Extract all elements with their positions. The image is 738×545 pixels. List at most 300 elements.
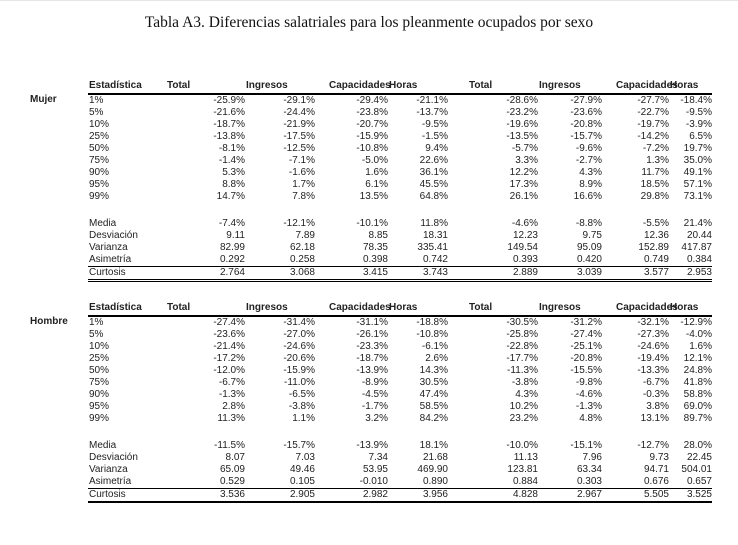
value-cell: 17.3% — [509, 179, 538, 190]
statistic-label: 25% — [89, 131, 110, 142]
value-cell: -23.8% — [356, 107, 388, 118]
value-cell: 0.529 — [219, 476, 245, 487]
value-cell: -12.9% — [680, 317, 712, 328]
value-cell: -12.0% — [213, 365, 245, 376]
value-cell: -20.6% — [283, 353, 315, 364]
value-cell: 20.44 — [686, 230, 712, 241]
value-cell: 5.3% — [222, 167, 245, 178]
statistic-label: 10% — [89, 341, 110, 352]
value-cell: 2.953 — [686, 267, 712, 278]
value-cell: -20.7% — [356, 119, 388, 130]
value-cell: 2.8% — [222, 401, 245, 412]
statistic-label: 95% — [89, 401, 110, 412]
value-cell: -5.7% — [511, 143, 538, 154]
group-label: Mujer — [30, 94, 57, 105]
value-cell: 504.01 — [681, 464, 712, 475]
table-row — [88, 365, 712, 377]
value-cell: -19.7% — [637, 119, 669, 130]
table-row — [88, 191, 712, 203]
value-cell: 24.8% — [683, 365, 712, 376]
value-cell: -7.2% — [642, 143, 669, 154]
value-cell: -27.4% — [570, 329, 602, 340]
column-header: Horas — [389, 80, 418, 91]
value-cell: -15.5% — [570, 365, 602, 376]
statistic-label: 75% — [89, 377, 110, 388]
table-row — [88, 179, 712, 191]
value-cell: 18.31 — [422, 230, 448, 241]
value-cell: 16.6% — [573, 191, 602, 202]
value-cell: -15.7% — [283, 440, 315, 451]
value-cell: -6.7% — [642, 377, 669, 388]
statistic-label: 99% — [89, 191, 110, 202]
value-cell: 7.89 — [295, 230, 315, 241]
statistic-label: 5% — [89, 329, 104, 340]
value-cell: 18.1% — [419, 440, 448, 451]
value-cell: -11.0% — [284, 377, 315, 388]
value-cell: 5.505 — [643, 489, 669, 500]
value-cell: 4.828 — [512, 489, 538, 500]
value-cell: 69.0% — [683, 401, 712, 412]
value-cell: 58.8% — [683, 389, 712, 400]
value-cell: 22.45 — [686, 452, 712, 463]
column-header: Ingresos — [539, 80, 581, 91]
spacer-row — [88, 425, 712, 440]
value-cell: -23.6% — [213, 329, 245, 340]
value-cell: 9.75 — [582, 230, 602, 241]
value-cell: -1.3% — [575, 401, 602, 412]
value-cell: 36.1% — [419, 167, 448, 178]
column-header: Ingresos — [246, 80, 288, 91]
spacer-row — [88, 203, 712, 218]
value-cell: -31.2% — [570, 317, 602, 328]
value-cell: 3.2% — [365, 413, 388, 424]
table-row — [88, 107, 712, 119]
value-cell: 1.3% — [646, 155, 669, 166]
value-cell: 1.6% — [365, 167, 388, 178]
value-cell: -29.4% — [356, 95, 388, 106]
value-cell: -15.9% — [283, 365, 315, 376]
value-cell: 3.956 — [422, 489, 448, 500]
value-cell: -8.1% — [218, 143, 245, 154]
value-cell: -25.9% — [213, 95, 245, 106]
header-row — [88, 75, 712, 94]
statistic-label: 75% — [89, 155, 110, 166]
value-cell: 123.81 — [507, 464, 538, 475]
value-cell: -10.8% — [416, 329, 448, 340]
table-row — [88, 329, 712, 341]
percentile-rows — [88, 316, 712, 425]
value-cell: 0.890 — [422, 476, 448, 487]
value-cell: 11.7% — [641, 167, 669, 178]
table-row — [88, 155, 712, 167]
value-cell: -18.7% — [213, 119, 245, 130]
value-cell: 64.8% — [419, 191, 448, 202]
value-cell: 8.8% — [222, 179, 245, 190]
column-header: Estadística — [89, 80, 142, 91]
value-cell: -20.8% — [570, 119, 602, 130]
table-row — [88, 218, 712, 230]
table-row — [88, 254, 712, 267]
value-cell: -13.3% — [637, 365, 669, 376]
value-cell: 19.7% — [683, 143, 712, 154]
value-cell: -19.4% — [637, 353, 669, 364]
value-cell: 12.2% — [509, 167, 538, 178]
column-header: Horas — [670, 302, 699, 313]
value-cell: 7.03 — [295, 452, 315, 463]
value-cell: -21.1% — [416, 95, 448, 106]
value-cell: 1.1% — [292, 413, 315, 424]
value-cell: -6.7% — [218, 377, 245, 388]
value-cell: -15.7% — [570, 131, 602, 142]
value-cell: 12.36 — [643, 230, 669, 241]
value-cell: 1.6% — [689, 341, 712, 352]
value-cell: 13.5% — [359, 191, 388, 202]
salary-differences-table — [88, 75, 712, 282]
value-cell: 335.41 — [417, 242, 448, 253]
value-cell: 11.8% — [420, 218, 448, 229]
value-cell: -0.3% — [642, 389, 669, 400]
value-cell: 57.1% — [683, 179, 712, 190]
value-cell: 8.07 — [225, 452, 245, 463]
value-cell: -17.7% — [506, 353, 538, 364]
column-header: Total — [167, 302, 191, 313]
statistic-label: 99% — [89, 413, 110, 424]
value-cell: -19.6% — [506, 119, 538, 130]
table-row — [88, 413, 712, 425]
statistic-label: 1% — [89, 95, 104, 106]
value-cell: 14.7% — [216, 191, 245, 202]
summary-stat-rows — [88, 203, 712, 281]
table-row — [88, 316, 712, 329]
table-row — [88, 489, 712, 503]
value-cell: -9.5% — [685, 107, 712, 118]
column-header: Total — [469, 80, 493, 91]
table-row — [88, 230, 712, 242]
value-cell: 0.884 — [512, 476, 538, 487]
value-cell: 149.54 — [507, 242, 538, 253]
value-cell: 11.3% — [217, 413, 245, 424]
statistic-label: 95% — [89, 179, 110, 190]
value-cell: -20.8% — [570, 353, 602, 364]
header-row — [88, 297, 712, 316]
value-cell: -10.8% — [356, 143, 388, 154]
table-row — [88, 341, 712, 353]
value-cell: -27.0% — [283, 329, 315, 340]
value-cell: 12.1% — [683, 353, 712, 364]
statistic-label: Curtosis — [89, 267, 126, 278]
value-cell: -11.3% — [507, 365, 538, 376]
table-row — [88, 401, 712, 413]
value-cell: 41.8% — [683, 377, 712, 388]
value-cell: -4.0% — [685, 329, 712, 340]
value-cell: 7.34 — [368, 452, 388, 463]
value-cell: 12.23 — [512, 230, 538, 241]
value-cell: 0.657 — [686, 476, 712, 487]
column-header: Capacidades — [329, 302, 391, 313]
value-cell: -17.2% — [213, 353, 245, 364]
value-cell: 0.676 — [643, 476, 669, 487]
value-cell: -14.2% — [637, 131, 669, 142]
value-cell: -27.3% — [637, 329, 669, 340]
table-row — [88, 452, 712, 464]
value-cell: 0.398 — [362, 254, 388, 265]
table-row — [88, 440, 712, 452]
value-cell: -8.8% — [575, 218, 602, 229]
table-row — [88, 476, 712, 489]
value-cell: 21.68 — [422, 452, 448, 463]
value-cell: 4.8% — [579, 413, 602, 424]
spacer-cell — [88, 425, 712, 440]
value-cell: -27.7% — [637, 95, 669, 106]
value-cell: 3.3% — [515, 155, 538, 166]
value-cell: 14.3% — [419, 365, 448, 376]
summary-stat-rows — [88, 425, 712, 502]
tables-area — [0, 75, 738, 503]
column-header: Capacidades — [329, 80, 391, 91]
value-cell: -29.1% — [283, 95, 315, 106]
value-cell: 7.96 — [582, 452, 602, 463]
value-cell: 58.5% — [419, 401, 448, 412]
value-cell: -4.5% — [361, 389, 388, 400]
value-cell: -21.9% — [283, 119, 315, 130]
value-cell: -13.9% — [356, 440, 388, 451]
value-cell: -4.6% — [511, 218, 538, 229]
statistic-label: Media — [89, 218, 117, 229]
value-cell: 0.384 — [686, 254, 712, 265]
value-cell: 417.87 — [681, 242, 712, 253]
value-cell: -17.5% — [283, 131, 315, 142]
value-cell: 0.393 — [512, 254, 538, 265]
value-cell: 65.09 — [219, 464, 245, 475]
spacer-cell — [88, 203, 712, 218]
value-cell: 3.415 — [362, 267, 388, 278]
value-cell: -10.0% — [506, 440, 538, 451]
statistic-label: 5% — [89, 107, 104, 118]
value-cell: -6.1% — [421, 341, 448, 352]
value-cell: -22.7% — [637, 107, 669, 118]
value-cell: -27.4% — [213, 317, 245, 328]
value-cell: 47.4% — [419, 389, 448, 400]
value-cell: -25.8% — [506, 329, 538, 340]
statistic-label: Varianza — [89, 242, 128, 253]
value-cell: -9.5% — [421, 119, 448, 130]
value-cell: 4.3% — [579, 167, 602, 178]
value-cell: 2.967 — [576, 489, 602, 500]
value-cell: 95.09 — [576, 242, 602, 253]
value-cell: -5.5% — [642, 218, 669, 229]
value-cell: 6.5% — [689, 131, 712, 142]
table-row — [88, 143, 712, 155]
value-cell: -0.010 — [359, 476, 388, 487]
value-cell: -9.6% — [575, 143, 602, 154]
value-cell: 8.9% — [579, 179, 602, 190]
value-cell: 10.2% — [509, 401, 538, 412]
column-header: Total — [469, 302, 493, 313]
value-cell: 62.18 — [289, 242, 315, 253]
value-cell: 469.90 — [417, 464, 448, 475]
value-cell: 78.35 — [362, 242, 388, 253]
table-row — [88, 377, 712, 389]
value-cell: 4.3% — [515, 389, 538, 400]
value-cell: -2.7% — [575, 155, 602, 166]
value-cell: 26.1% — [509, 191, 538, 202]
value-cell: -23.2% — [506, 107, 538, 118]
column-header: Capacidades — [616, 80, 678, 91]
value-cell: -21.4% — [213, 341, 245, 352]
value-cell: -13.5% — [506, 131, 538, 142]
value-cell: 49.46 — [289, 464, 315, 475]
value-cell: 0.742 — [422, 254, 448, 265]
statistic-label: 50% — [89, 143, 110, 154]
value-cell: 152.89 — [638, 242, 669, 253]
value-cell: -5.0% — [361, 155, 388, 166]
statistic-label: 90% — [89, 167, 110, 178]
table-row — [88, 353, 712, 365]
salary-differences-table — [88, 297, 712, 503]
value-cell: 6.1% — [365, 179, 388, 190]
value-cell: -10.1% — [356, 218, 388, 229]
value-cell: 35.0% — [683, 155, 712, 166]
value-cell: -24.6% — [283, 341, 315, 352]
value-cell: -27.9% — [570, 95, 602, 106]
value-cell: 49.1% — [683, 167, 712, 178]
value-cell: -13.9% — [356, 365, 388, 376]
statistic-label: 90% — [89, 389, 110, 400]
value-cell: -13.8% — [213, 131, 245, 142]
value-cell: 3.8% — [646, 401, 669, 412]
value-cell: 30.5% — [419, 377, 448, 388]
statistic-label: 25% — [89, 353, 110, 364]
column-header: Ingresos — [539, 302, 581, 313]
value-cell: -31.1% — [356, 317, 388, 328]
value-cell: -18.8% — [416, 317, 448, 328]
value-cell: 28.0% — [683, 440, 712, 451]
value-cell: 3.536 — [219, 489, 245, 500]
column-header: Ingresos — [246, 302, 288, 313]
value-cell: 23.2% — [509, 413, 538, 424]
value-cell: 0.420 — [576, 254, 602, 265]
value-cell: -28.6% — [506, 95, 538, 106]
statistic-label: Asimetría — [89, 476, 132, 487]
statistic-label: 10% — [89, 119, 110, 130]
value-cell: 3.068 — [289, 267, 315, 278]
value-cell: -3.8% — [288, 401, 315, 412]
value-cell: 8.85 — [368, 230, 388, 241]
value-cell: 21.4% — [683, 218, 712, 229]
value-cell: 3.525 — [686, 489, 712, 500]
value-cell: 63.34 — [576, 464, 602, 475]
value-cell: -25.1% — [570, 341, 602, 352]
value-cell: 89.7% — [683, 413, 712, 424]
value-cell: 73.1% — [683, 191, 712, 202]
value-cell: -12.7% — [637, 440, 669, 451]
value-cell: 22.6% — [419, 155, 448, 166]
table-title: Tabla A3. Diferencias salatriales para los pleanmente ocupados por sexo — [144, 14, 594, 31]
statistic-label: Desviación — [89, 452, 138, 463]
statistic-label: Curtosis — [89, 489, 126, 500]
table-row — [88, 267, 712, 281]
column-header: Total — [167, 80, 191, 91]
value-cell: 53.95 — [362, 464, 388, 475]
value-cell: -26.1% — [356, 329, 388, 340]
column-header: Horas — [389, 302, 418, 313]
value-cell: -21.6% — [213, 107, 245, 118]
value-cell: -23.3% — [356, 341, 388, 352]
value-cell: -8.9% — [361, 377, 388, 388]
value-cell: -18.4% — [680, 95, 712, 106]
value-cell: 7.8% — [292, 191, 315, 202]
value-cell: -1.3% — [218, 389, 245, 400]
value-cell: -3.8% — [511, 377, 538, 388]
statistic-label: Media — [89, 440, 117, 451]
statistic-label: Asimetría — [89, 254, 132, 265]
table-row — [88, 389, 712, 401]
value-cell: -1.6% — [288, 167, 315, 178]
value-cell: 9.73 — [649, 452, 669, 463]
value-cell: 2.982 — [362, 489, 388, 500]
value-cell: 0.292 — [219, 254, 245, 265]
value-cell: -12.1% — [283, 218, 315, 229]
value-cell: 9.11 — [226, 230, 245, 241]
statistic-label: Desviación — [89, 230, 138, 241]
value-cell: 9.4% — [425, 143, 448, 154]
value-cell: 3.577 — [643, 267, 669, 278]
value-cell: -22.8% — [506, 341, 538, 352]
value-cell: 18.5% — [640, 179, 669, 190]
table-row — [88, 94, 712, 107]
value-cell: 0.303 — [576, 476, 602, 487]
value-cell: -11.5% — [214, 440, 245, 451]
value-cell: -1.7% — [361, 401, 388, 412]
percentile-rows — [88, 94, 712, 203]
value-cell: 84.2% — [419, 413, 448, 424]
value-cell: -32.1% — [637, 317, 669, 328]
value-cell: -13.7% — [416, 107, 448, 118]
table-row — [88, 464, 712, 476]
group-label: Hombre — [30, 316, 68, 327]
value-cell: -30.5% — [506, 317, 538, 328]
sex-section — [30, 297, 738, 503]
value-cell: 11.13 — [513, 452, 538, 463]
statistic-label: 1% — [89, 317, 104, 328]
value-cell: -3.9% — [685, 119, 712, 130]
sex-section — [30, 75, 738, 282]
table-row — [88, 119, 712, 131]
value-cell: 45.5% — [419, 179, 448, 190]
value-cell: -23.6% — [570, 107, 602, 118]
table-row — [88, 242, 712, 254]
column-header: Horas — [670, 80, 699, 91]
column-header: Estadística — [89, 302, 142, 313]
value-cell: 2.6% — [425, 353, 448, 364]
table-row — [88, 167, 712, 179]
statistic-label: Varianza — [89, 464, 128, 475]
value-cell: 2.764 — [219, 267, 245, 278]
value-cell: 2.905 — [289, 489, 315, 500]
value-cell: -24.4% — [283, 107, 315, 118]
value-cell: -15.1% — [570, 440, 602, 451]
value-cell: -31.4% — [283, 317, 315, 328]
value-cell: -9.8% — [575, 377, 602, 388]
value-cell: -1.5% — [421, 131, 448, 142]
value-cell: 13.1% — [640, 413, 669, 424]
value-cell: 0.749 — [643, 254, 669, 265]
value-cell: -12.5% — [283, 143, 315, 154]
value-cell: -7.1% — [288, 155, 315, 166]
value-cell: -7.4% — [218, 218, 245, 229]
value-cell: -18.7% — [356, 353, 388, 364]
value-cell: -24.6% — [637, 341, 669, 352]
